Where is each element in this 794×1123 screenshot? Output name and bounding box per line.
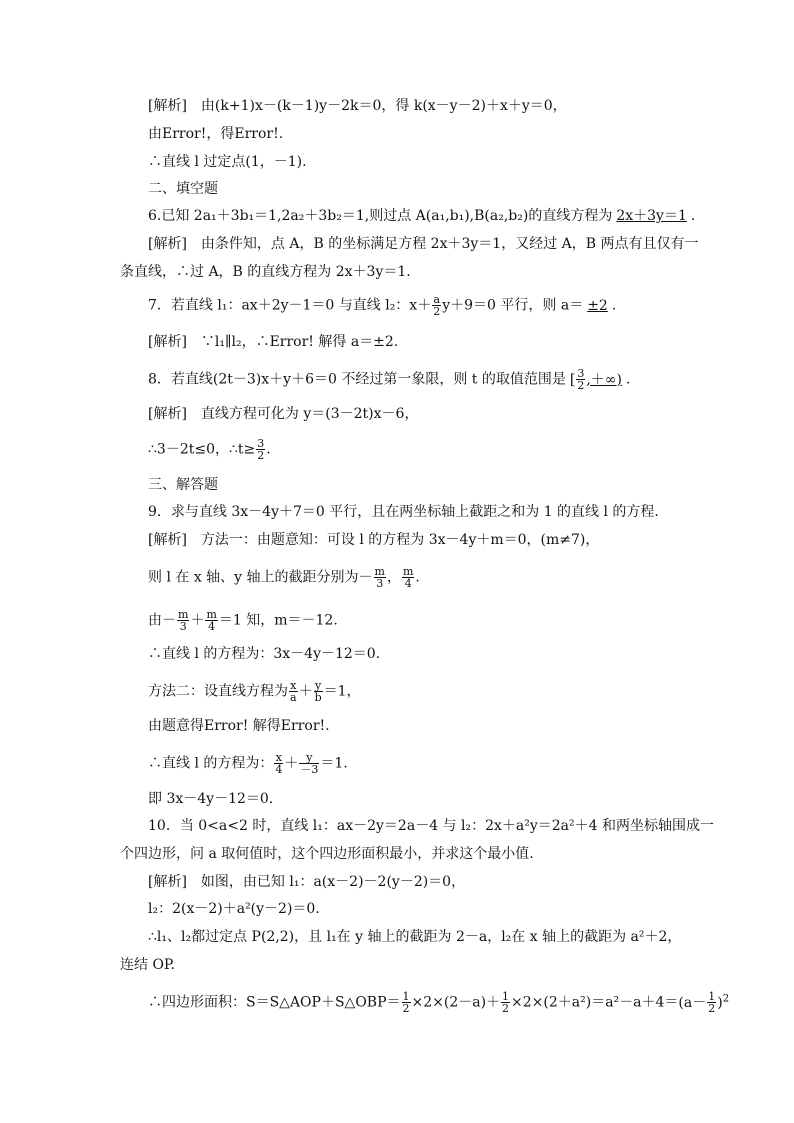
text: ，	[386, 569, 401, 586]
fraction: $\frac{x}{a}$	[290, 679, 297, 704]
text: ＋	[298, 683, 313, 700]
solution-9-line-7	[148, 752, 348, 775]
text: 三、解答题	[148, 477, 218, 493]
text: [解析] 由条件知，点 A，B 的坐标满足方程 2x＋3y＝1，又经过 A，B 两点有且仅有一	[148, 236, 699, 252]
fraction: $\frac{3}{2}$	[257, 437, 265, 462]
text: 由Error!，得Error!.	[148, 126, 284, 142]
text: 7．若直线 l₁：ax＋2y－1＝0 与直线 l₂：x＋	[148, 297, 432, 314]
question-6	[148, 207, 695, 225]
solution-9-line-2	[148, 566, 420, 589]
section-heading-fill-in	[148, 180, 218, 198]
text: .	[266, 441, 271, 458]
fraction: $\frac{m}{3}$	[374, 565, 385, 590]
fraction: $\frac{m}{4}$	[402, 565, 414, 590]
text: ＋	[284, 755, 299, 772]
solution-9-line-6	[148, 717, 330, 735]
text: 个四边形，问 a 取何值时，这个四边形面积最小，并求这个最小值.	[120, 846, 534, 862]
text: ＝1.	[320, 755, 348, 772]
text: [解析] 直线方程可化为 y＝(3－2t)x－6，	[148, 406, 419, 422]
text: 8．若直线(2t－3)x＋y＋6＝0 不经过第一象限，则 t 的取值范围是	[148, 371, 566, 388]
solution-10-line-1	[148, 873, 465, 891]
text: ×2×(2＋a²)＝a²－a＋4＝	[511, 994, 679, 1011]
text: ∴四边形面积：S＝S△AOP＋S△OBP＝	[148, 994, 401, 1011]
solution-10-line-4	[120, 956, 175, 974]
text: .	[611, 297, 617, 314]
text: 即 3x－4y－12＝0.	[148, 791, 274, 807]
text: [解析] 由(k+1)x－(k－1)y－2k＝0，得 k(x－y－2)＋x＋y＝0，	[148, 98, 567, 114]
text: ＝1，	[323, 683, 361, 700]
text: 方法二：设直线方程为	[148, 683, 288, 700]
fraction: $\frac{y}{b}$	[314, 679, 322, 704]
text: 则 l 在 x 轴、y 轴上的截距分别为－	[148, 569, 373, 586]
text: ×2×(2－a)＋	[411, 994, 501, 1011]
fraction: $\frac{3}{2}$	[577, 367, 585, 392]
solution-8-line-2	[148, 438, 271, 461]
text: 6.已知 2a₁＋3b₁＝1,2a₂＋3b₂＝1,则过点 A(a₁,b₁),B(a₂,b₂)的直线方程为	[148, 208, 613, 224]
solution-9-line-3	[148, 609, 338, 632]
answer-blank: [ $\frac{3}{2}$ ,＋∞)	[569, 367, 622, 392]
fraction: $\frac{1}{2}$	[708, 990, 716, 1016]
solution-10-line-5	[148, 990, 729, 1014]
solution-6-line-2	[120, 263, 411, 281]
fraction: $\frac{m}{4}$	[206, 608, 217, 633]
bracket-expression: (a－ $\frac{1}{2}$ )$^2$	[678, 990, 730, 1016]
text: .	[690, 208, 696, 224]
fraction: $\frac{1}{2}$	[502, 990, 510, 1016]
answer-blank: ±2	[587, 297, 608, 314]
fraction: $\frac{x}{4}$	[275, 751, 283, 776]
text: 连结 OP.	[120, 957, 175, 973]
text: [解析] ∵l₁∥l₂，∴Error! 解得 a＝±2.	[148, 334, 399, 350]
text: 二、填空题	[148, 181, 218, 197]
section-heading-answer	[148, 476, 218, 494]
solution-10-line-3	[148, 928, 681, 946]
solution-line-1	[148, 97, 567, 115]
solution-10-line-2	[148, 900, 320, 918]
text: [解析] 如图，由已知 l₁：a(x－2)－2(y－2)＝0，	[148, 874, 466, 890]
text: y＋9＝0 平行，则 a＝	[442, 297, 584, 314]
text: .	[625, 371, 631, 388]
fraction: $\frac{m}{3}$	[178, 608, 189, 633]
solution-9-line-4	[148, 645, 380, 663]
text: ∴l₁、l₂都过定点 P(2,2)，且 l₁在 y 轴上的截距为 2－a，l₂在 x 轴上的截距为 a²＋2，	[148, 929, 682, 945]
text: ∴直线 l 的方程为：	[148, 755, 274, 772]
solution-line-3	[148, 153, 307, 171]
text: 由－	[148, 612, 176, 629]
text: 由题意得Error! 解得Error!.	[148, 718, 330, 734]
answer-blank: 2x＋3y＝1	[616, 208, 687, 224]
text: ＋	[190, 612, 205, 629]
text: [解析] 方法一：由题意知：可设 l 的方程为 3x－4y＋m＝0，(m≠7)，	[148, 532, 600, 548]
solution-6-line-1	[148, 235, 699, 253]
text: ∴直线 l 的方程为：3x－4y－12＝0.	[148, 646, 381, 662]
question-10-line-2	[120, 845, 534, 863]
solution-line-2	[148, 125, 283, 143]
question-7	[148, 294, 616, 317]
solution-7	[148, 333, 398, 351]
text: 9．求与直线 3x－4y＋7＝0 平行，且在两坐标轴上截距之和为 1 的直线 l 的方程.	[148, 504, 659, 520]
text: ∴3－2t≤0，∴t≥	[148, 441, 256, 458]
fraction: $\frac{1}{2}$	[402, 990, 410, 1016]
text: l₂：2(x－2)＋a²(y－2)＝0.	[148, 901, 320, 917]
solution-9-line-8	[148, 790, 273, 808]
text: .	[415, 569, 420, 586]
solution-9-line-1	[148, 531, 599, 549]
solution-9-line-5	[148, 680, 361, 703]
question-8	[148, 368, 630, 391]
fraction: $\frac{y}{-3}$	[300, 751, 319, 776]
text: ∴直线 l 过定点(1，－1).	[148, 154, 307, 170]
solution-8-line-1	[148, 405, 418, 423]
text: ＝1 知，m＝－12.	[218, 612, 338, 629]
question-9	[148, 503, 659, 521]
question-10-line-1	[148, 817, 714, 835]
text: 条直线，∴过 A，B 的直线方程为 2x＋3y＝1.	[120, 264, 411, 280]
fraction: $\frac{a}{2}$	[433, 293, 441, 318]
text: 10．当 0<a<2 时，直线 l₁：ax－2y＝2a－4 与 l₂：2x＋a²y＝2a²＋4 和两坐标轴围成一	[148, 818, 714, 834]
